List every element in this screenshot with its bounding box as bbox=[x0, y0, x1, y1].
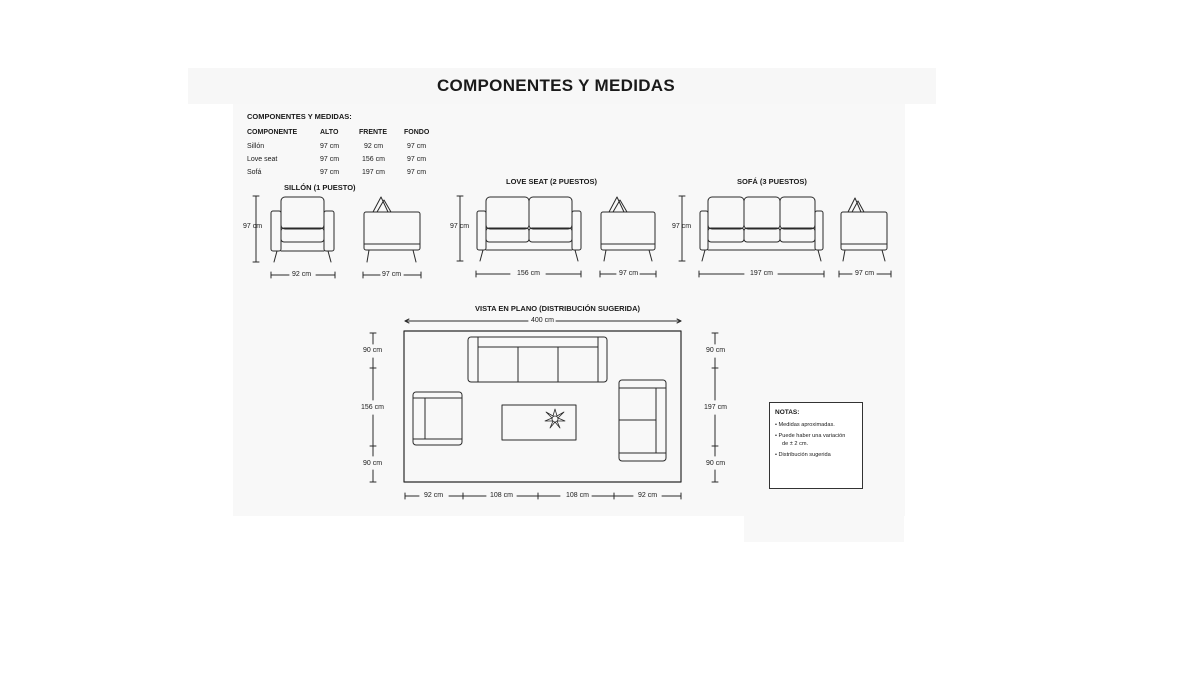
col-header-alto: ALTO bbox=[320, 129, 339, 136]
notes-item-text: Distribución sugerida bbox=[778, 452, 831, 458]
loveseat-side-view bbox=[601, 197, 655, 261]
loveseat-title: LOVE SEAT (2 PUESTOS) bbox=[506, 177, 597, 186]
table-cell: 156 cm bbox=[362, 156, 385, 163]
notes-box bbox=[769, 402, 863, 489]
plan-title: VISTA EN PLANO (DISTRIBUCIÓN SUGERIDA) bbox=[475, 304, 641, 313]
sillon-side-view bbox=[364, 197, 420, 262]
sofa-title: SOFÁ (3 PUESTOS) bbox=[737, 177, 807, 186]
notes-title: NOTAS: bbox=[775, 409, 800, 416]
sofa-front-view bbox=[700, 197, 823, 261]
sillon-depth-label: 97 cm bbox=[382, 271, 402, 278]
notes-item: • Medidas aproximadas. bbox=[775, 422, 835, 428]
sillon-title: SILLÓN (1 PUESTO) bbox=[284, 183, 356, 192]
col-header-frente: FRENTE bbox=[359, 129, 387, 136]
plan-width-label: 400 cm bbox=[531, 317, 554, 324]
notes-item: • Distribución sugerida bbox=[775, 452, 831, 458]
plan-coffee-table bbox=[502, 405, 576, 440]
plan-bottom-dim-label: 108 cm bbox=[490, 492, 513, 499]
sofa-depth-label: 97 cm bbox=[855, 270, 875, 277]
plan-bottom-dim-label: 92 cm bbox=[424, 492, 444, 499]
col-header-fondo: FONDO bbox=[404, 129, 430, 136]
loveseat-front-view bbox=[477, 197, 581, 261]
table-cell: 97 cm bbox=[320, 169, 340, 176]
plan-armchair bbox=[413, 392, 462, 445]
plan-sofa bbox=[468, 337, 607, 382]
plan-right-dim-label: 90 cm bbox=[706, 460, 726, 467]
sillon-height-label: 97 cm bbox=[243, 223, 263, 230]
table-heading: COMPONENTES Y MEDIDAS: bbox=[247, 112, 352, 121]
plan-right-dim-label: 197 cm bbox=[704, 404, 727, 411]
notes-item-text: Medidas aproximadas. bbox=[778, 422, 835, 428]
col-header-componente: COMPONENTE bbox=[247, 129, 298, 136]
plan-bottom-dim-label: 108 cm bbox=[566, 492, 589, 499]
sillon-front-label: 92 cm bbox=[292, 271, 312, 278]
plan-left-dim-label: 156 cm bbox=[361, 404, 384, 411]
sofa-side-view bbox=[841, 198, 887, 261]
page-title: COMPONENTES Y MEDIDAS bbox=[436, 76, 676, 95]
table-cell: 97 cm bbox=[407, 143, 427, 150]
loveseat-depth-label: 97 cm bbox=[619, 270, 639, 277]
plan-right-dim-label: 90 cm bbox=[706, 347, 726, 354]
table-cell: 97 cm bbox=[407, 169, 427, 176]
plan-room-rug bbox=[404, 331, 681, 482]
plan-bottom-dim-label: 92 cm bbox=[638, 492, 658, 499]
loveseat-height-label: 97 cm bbox=[450, 223, 470, 230]
sofa-height-label: 97 cm bbox=[672, 223, 692, 230]
table-cell: Sillón bbox=[247, 143, 265, 150]
table-cell: 97 cm bbox=[320, 143, 340, 150]
sillon-front-view bbox=[271, 197, 334, 262]
notes-item-text: Puede haber una variación bbox=[778, 433, 846, 439]
table-cell: 97 cm bbox=[320, 156, 340, 163]
plan-left-dim-label: 90 cm bbox=[363, 460, 383, 467]
plan-left-dim-label: 90 cm bbox=[363, 347, 383, 354]
notes-item-continuation: de ± 2 cm. bbox=[782, 441, 809, 447]
sofa-front-label: 197 cm bbox=[750, 270, 773, 277]
table-cell: 97 cm bbox=[407, 156, 427, 163]
notes-item: • Puede haber una variación bbox=[775, 433, 846, 439]
table-cell: Sofá bbox=[247, 169, 262, 176]
plan-loveseat bbox=[619, 380, 666, 461]
loveseat-front-label: 156 cm bbox=[517, 270, 540, 277]
table-cell: 92 cm bbox=[364, 143, 384, 150]
table-cell: 197 cm bbox=[362, 169, 385, 176]
table-cell: Love seat bbox=[247, 156, 278, 163]
